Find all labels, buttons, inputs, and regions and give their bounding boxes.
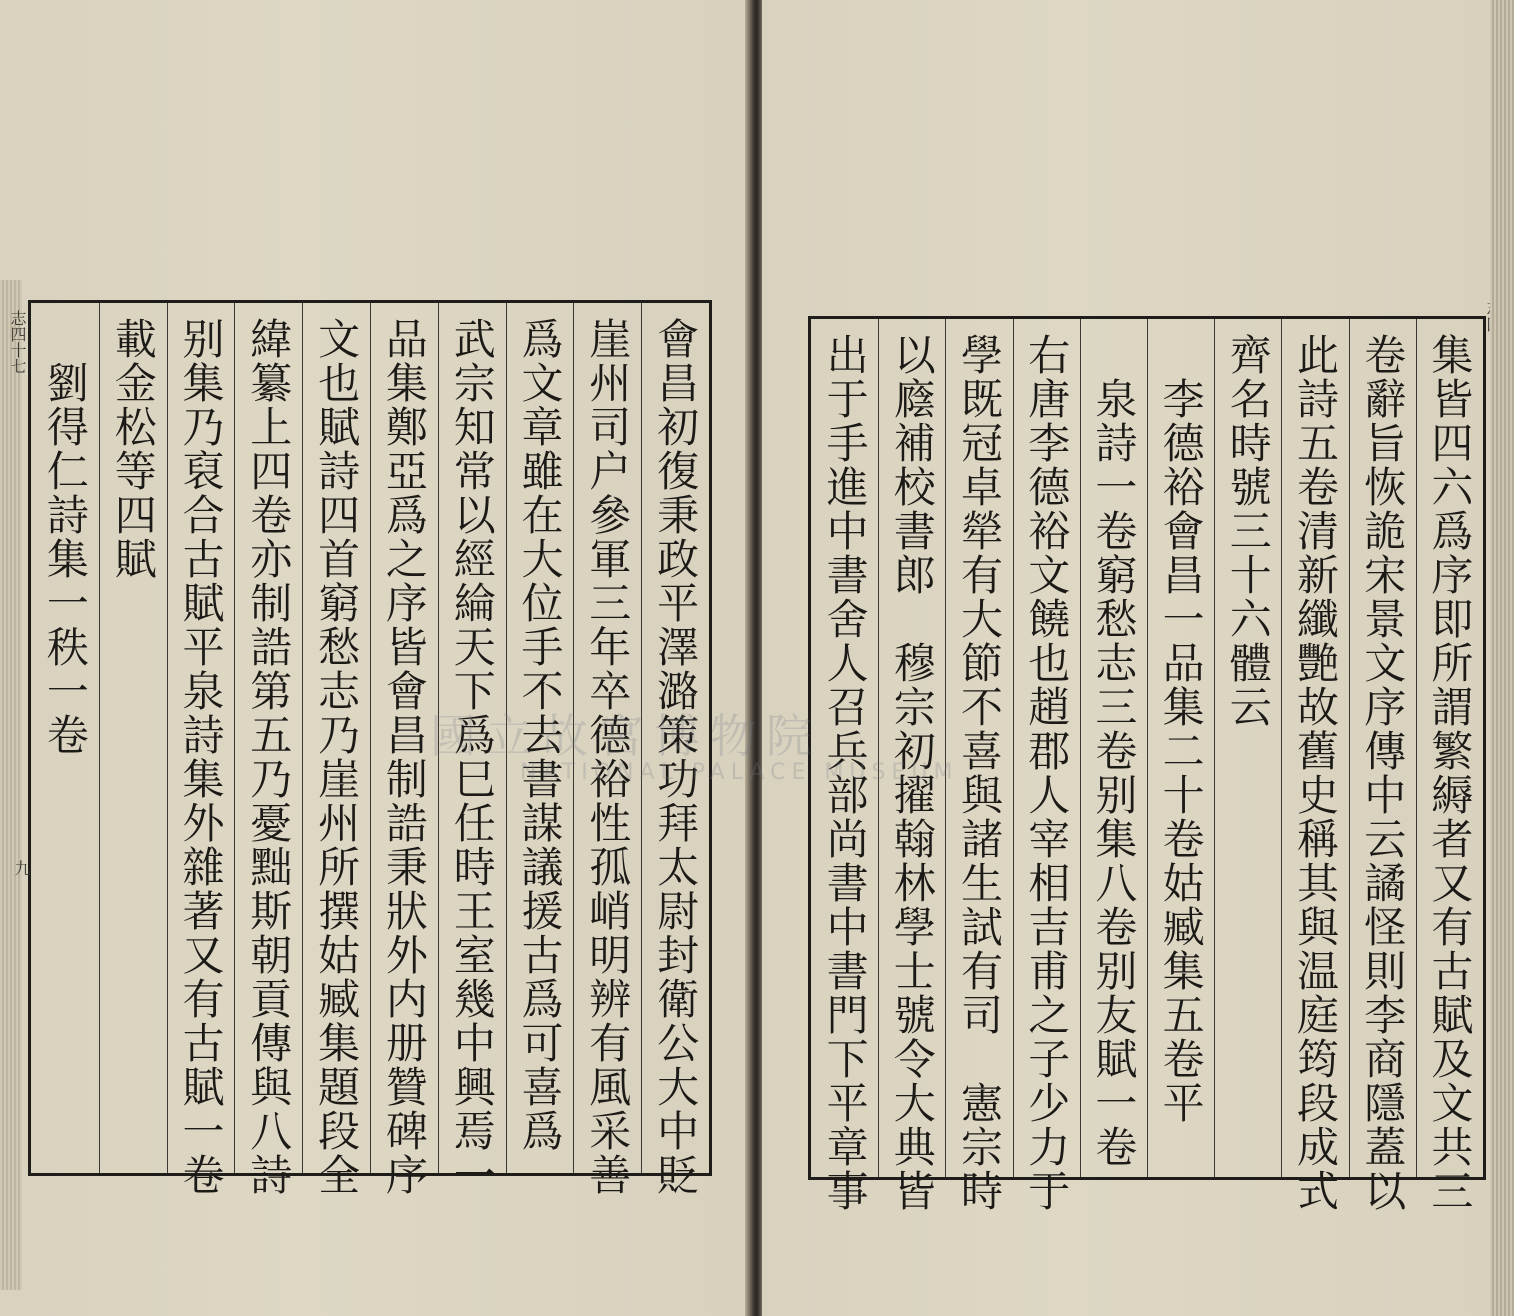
left-column-rule — [99, 303, 100, 1173]
left-text-column: 劉得仁詩集一秩一卷 — [40, 317, 90, 757]
left-text-column: 品集鄭亞爲之序皆會昌制誥秉狀外内册贊碑序 — [379, 317, 429, 1197]
left-text-column: 緯纂上四卷亦制誥第五乃憂黜斯朝貢傳與八詩 — [244, 317, 294, 1197]
right-text-column: 學既冠卓犖有大節不喜與諸生試有司 憲宗時 — [955, 333, 1004, 1213]
right-text-column: 泉詩一卷窮愁志三卷别集八卷别友賦一卷 — [1089, 333, 1139, 1169]
right-text-column: 李德裕會昌一品集二十卷姑臧集五卷平 — [1156, 333, 1206, 1125]
right-column-rule — [1281, 319, 1282, 1177]
right-column-rule — [1147, 319, 1148, 1177]
right-text-column: 此詩五卷清新纖艷故舊史稱其與温庭筠段成式 — [1291, 333, 1340, 1213]
left-margin-mark-top: 志四十七 — [8, 310, 27, 374]
left-column-rule — [370, 303, 371, 1173]
right-text-column: 卷辭旨恢詭宋景文序傳中云譎怪則李商隱蓋以 — [1358, 333, 1408, 1213]
left-text-column: 武宗知常以經綸天下爲巳任時王室幾中興焉一 — [447, 317, 497, 1197]
right-column-rule — [1214, 319, 1215, 1177]
left-column-rule — [234, 303, 235, 1173]
left-text-column: 載金松等四賦 — [108, 317, 158, 581]
right-page — [762, 0, 1514, 1316]
watermark-sub: NATIONAL PALACE MUSEUM — [520, 760, 959, 785]
watermark-main: 國立故宮博物院 — [430, 709, 822, 763]
right-page-edge — [1490, 0, 1514, 1316]
right-text-frame — [808, 316, 1486, 1213]
right-text-column: 右唐李德裕文饒也趙郡人宰相吉甫之子少力于 — [1022, 333, 1072, 1213]
right-text-column: 出于手進中書舍人召兵部尚書中書門下平章事 — [820, 333, 870, 1213]
left-page-edge — [0, 280, 22, 1290]
right-column-rule — [1349, 319, 1350, 1177]
right-text-column: 以廕補校書郎 穆宗初擢翰林學士號令大典皆 — [887, 333, 937, 1213]
left-text-column: 别集乃裒合古賦平泉詩集外雜著又有古賦一卷 — [176, 317, 226, 1197]
right-column-rule — [878, 319, 879, 1177]
right-column-rule — [1013, 319, 1014, 1177]
left-column-rule — [302, 303, 303, 1173]
right-column-rule — [1416, 319, 1417, 1177]
left-page — [0, 0, 752, 1316]
left-text-column: 爲文章雖在大位手不去書謀議援古爲可喜爲 — [515, 317, 565, 1153]
left-text-column: 文也賦詩四首窮愁志乃崖州所撰姑臧集題段全 — [312, 317, 362, 1197]
left-margin-mark-bottom: 九 — [12, 860, 31, 876]
left-text-column: 崖州司户參軍三年卒德裕性孤峭明辨有風采善 — [583, 317, 633, 1197]
right-text-column: 齊名時號三十六體云 — [1223, 333, 1273, 729]
right-column-rule — [1080, 319, 1081, 1177]
right-text-column: 集皆四六爲序即所謂繁縟者又有古賦及文共三 — [1425, 333, 1475, 1213]
left-column-rule — [167, 303, 168, 1173]
right-column-rule — [945, 319, 946, 1177]
left-text-column: 會昌初復秉政平澤潞策功拜太尉封衛公大中貶 — [651, 317, 701, 1197]
